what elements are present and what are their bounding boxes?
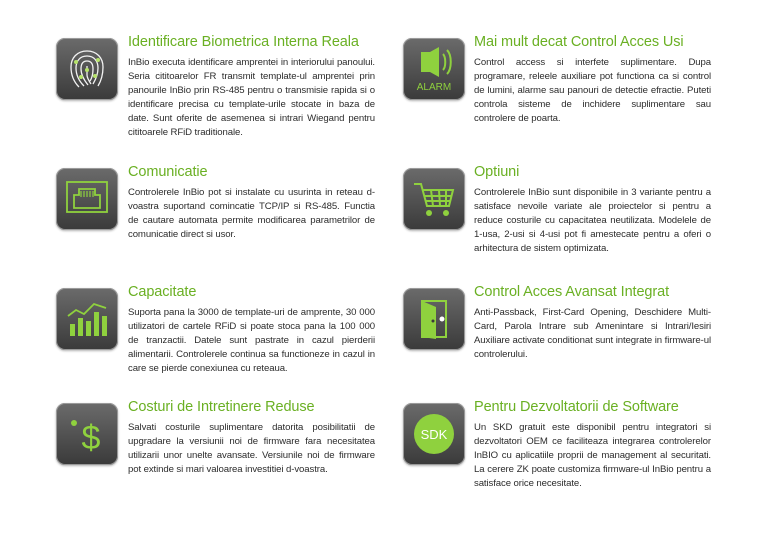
feature-title: Comunicatie [128, 164, 208, 180]
shopping-cart-icon [403, 168, 465, 230]
feature-title: Control Acces Avansat Integrat [474, 284, 670, 300]
fingerprint-icon [56, 38, 118, 100]
feature-description: Controlerele InBio sunt disponibile in 3 variante pentru a satisface nevoile variate ale proiectelor si pentru a reduce costurile cu capacitatea neutilizata. Modelele de 1-usa, 2-usi si 4-usi pot fi amestecate pentru a oferi o arhitectura de sistem optimizata. [474, 187, 711, 255]
alarm-icon-label: ALARM [416, 82, 452, 93]
bar-chart-icon [56, 288, 118, 350]
alarm-icon [403, 38, 465, 100]
network-port-icon [56, 168, 118, 230]
feature-description: Salvati costurile suplimentare datorita posibilitatii de upgradare la versiunii noi de firmware fara necesitatea utilizarii unor unelte avansate. Versiunile noi de firmware pot extinde si mari valoarea investitiei d-voastra. [128, 422, 375, 476]
sdk-icon [403, 403, 465, 465]
feature-title: Mai mult decat Control Acces Usi [474, 34, 684, 50]
feature-description: Controlerele InBio pot si instalate cu usurinta in reteau d-voastra suportand comincatie TCP/IP si RS-485. Functia de cautare automata permite modificarea parametrilor de comunicatie direct si usor. [128, 187, 375, 241]
feature-title: Pentru Dezvoltatorii de Software [474, 399, 679, 415]
feature-title: Costuri de Intretinere Reduse [128, 399, 315, 415]
sdk-icon-label: SDK [420, 427, 448, 442]
dollar-icon [56, 403, 118, 465]
feature-description: Suporta pana la 3000 de template-uri de amprente, 30 000 utilizatori de cartele RFiD si poate stoca pana la 100 000 de tranzactii. Datele sunt pastrate in cazul pierderii alimentarii. Controlerele continua sa functioneze in cazul in care se pierde conexiunea cu reteaua. [128, 307, 375, 375]
door-icon [403, 288, 465, 350]
feature-description: Un SKD gratuit este disponibil pentru integratori si dezvoltatori OEM ce faciliteaza integrarea controlerelor InBIO cu aplicatiile proprii de management al securitati. La cerere ZK poate customiza firmware-ul InBio pentru a satisface orice necesitate. [474, 422, 711, 490]
feature-description: Anti-Passback, First-Card Opening, Deschidere Multi-Card, Parola Intrare sub Amenintare si Intrari/Iesiri Auxiliare activate conditionat sunt integrate in firmware-ul controlerului. [474, 307, 711, 361]
feature-title: Identificare Biometrica Interna Reala [128, 34, 359, 50]
feature-description: Control access si interfete suplimentare. Dupa programare, releele auxiliare pot functiona ca si control de lumini, alarme sau panouri de detectie efractie. Puteti controla sisteme de inchidere suplimentare sau controlere de poarta. [474, 57, 711, 125]
feature-title: Capacitate [128, 284, 197, 300]
feature-description: InBio executa identificare amprentei in interiorului panoului. Seria cititoarelor FR transmit template-ul amprentei prin panourile InBio prin RS-485 pentru o transmisie rapida si o identificare precisa cu template-urile stocate in baza de date. Sunt oferite de asemenea si intrari Wiegand pentru cititoarele RFiD traditionale. [128, 57, 375, 139]
svg-text:$: $ [81, 419, 101, 457]
feature-title: Optiuni [474, 164, 520, 180]
